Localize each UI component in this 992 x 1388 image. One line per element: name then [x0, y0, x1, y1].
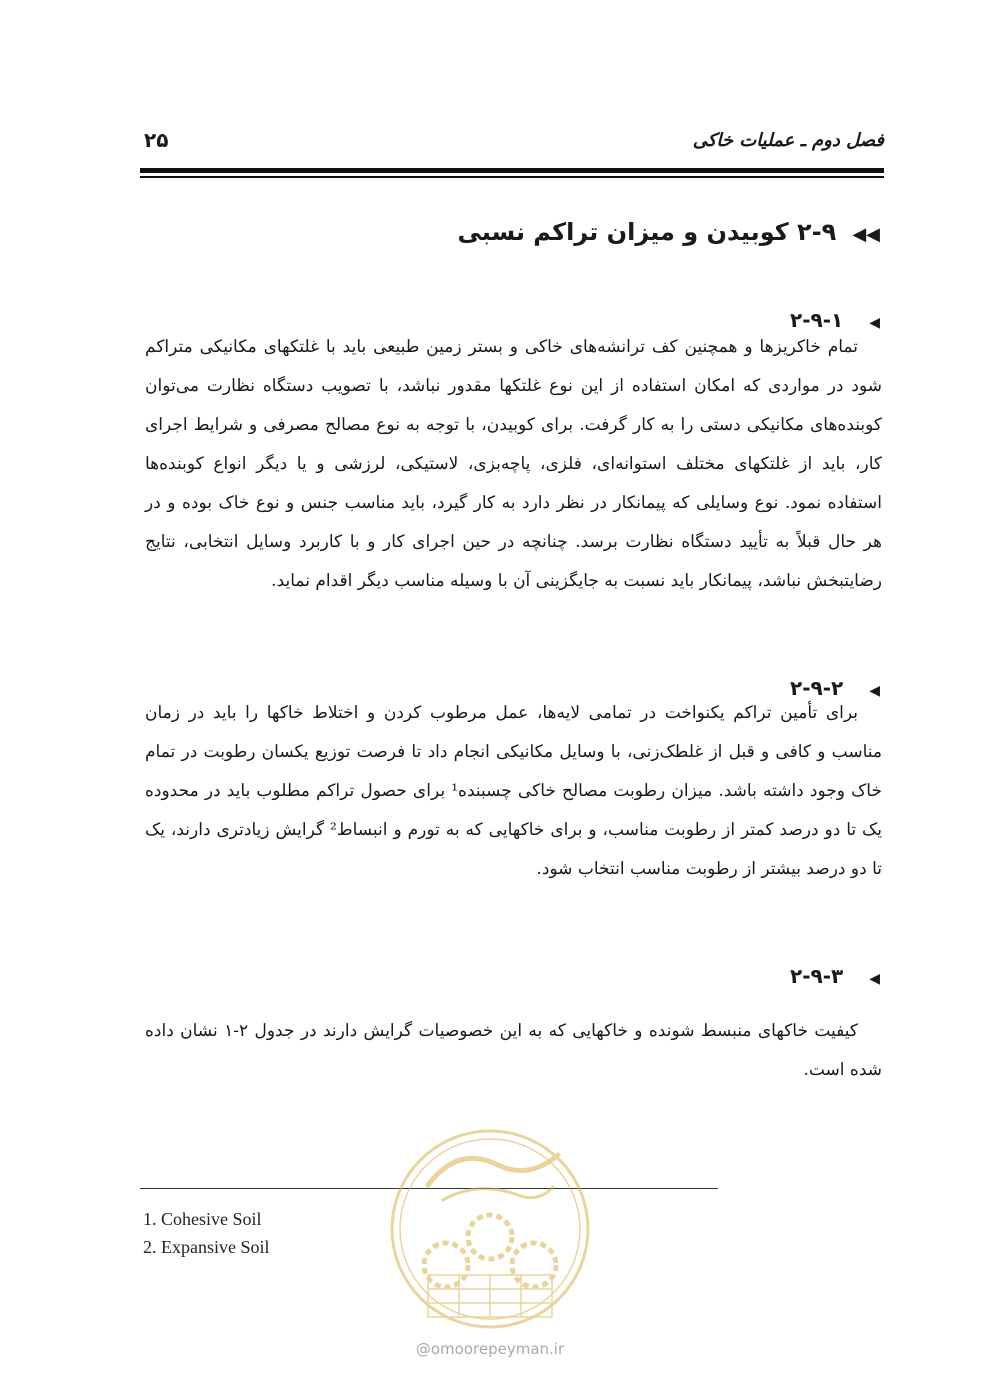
footnote-2: 2. Expansive Soil: [143, 1237, 270, 1257]
page-number: ۲۵: [144, 128, 169, 152]
header-rule-thin: [140, 176, 884, 178]
chapter-title: فصل دوم ـ عملیات خاکی: [692, 130, 884, 151]
subsection-number: ۲-۹-۳: [789, 964, 844, 988]
paragraph-3: کیفیت خاکهای منبسط شونده و خاکهایی که به این خصوصیات گرایش دارند در جدول ۲-۱ نشان داده شده است.: [145, 1021, 882, 1080]
subsection-heading-3: [580, 964, 880, 988]
subsection-number: ۲-۹-۱: [789, 308, 844, 332]
footnotes: [143, 1205, 270, 1261]
logo-seal-icon: [388, 1125, 592, 1335]
footnote-1: 1. Cohesive Soil: [143, 1209, 262, 1229]
seal-script-mark-2: [443, 1187, 553, 1200]
header-rule-thick: [140, 168, 884, 173]
seal-gear-left: [424, 1243, 468, 1287]
watermark-caption: @omoorepeyman.ir: [415, 1340, 565, 1358]
chevron-icon: ◀: [869, 971, 880, 987]
section-heading: [180, 218, 880, 246]
section-title: ۲-۹ کوبیدن و میزان تراکم نسبی: [457, 218, 837, 246]
chevron-icon: ◀: [869, 315, 880, 331]
subsection-number: ۲-۹-۲: [789, 676, 844, 700]
paragraph-1: تمام خاکریزها و همچنین کف ترانشه‌های خاکی و بستر زمین طبیعی باید با غلتکهای مکانیکی متراکم شود در مواردی که امکان استفاده از این نوع غلتکها مقدور نباشد، با تصویب دستگاه نظارت می‌توان کوبنده‌های مکانیکی دستی را به کار گرفت. برای کوبیدن، با توجه به نوع مصالح مصرفی و شرایط اجرای کار، باید از غلتکهای مختلف استوانه‌ای، فلزی، پاچه‌بزی، لاستیکی، لرزشی و یا دیگر انواع کوبنده‌ها استفاده نمود. نوع وسایلی که پیمانکار در نظر دارد به کار گیرد، باید مناسب جنس و نوع خاک بوده و در هر حال قبلاً به تأیید دستگاه نظارت برسد. چنانچه در حین اجرای کار و با کاربرد وسایل انتخابی، نتایج رضایتبخش نباشد، پیمانکار باید نسبت به جایگزینی آن با وسیله مناسب دیگر اقدام نماید.: [145, 337, 882, 591]
seal-gear-center: [468, 1215, 512, 1259]
paragraph-2: برای تأمین تراکم یکنواخت در تمامی لایه‌ها، عمل مرطوب کردن و اختلاط خاکها را باید در زمان مناسب و کافی و قبل از غلطک‌زنی، با وسایل مکانیکی انجام داد تا فرصت توزیع یکسان رطوبت در تمام خاک وجود داشته باشد. میزان رطوبت مصالح خاکی چسبنده¹ برای حصول تراکم مطلوب باید در محدوده یک تا دو درصد کمتر از رطوبت مناسب، و برای خاکهایی که به تورم و انبساط² گرایش زیادتری دارند، یک تا دو درصد بیشتر از رطوبت مناسب انتخاب شود.: [145, 703, 882, 879]
double-chevron-icon: ◀◀: [852, 224, 880, 245]
seal-gear-right: [512, 1243, 556, 1287]
page-header: [140, 126, 884, 166]
seal-grid: [428, 1275, 552, 1317]
seal-script-mark: [428, 1155, 558, 1185]
at-icon: @: [415, 1340, 431, 1358]
chevron-icon: ◀: [869, 683, 880, 699]
